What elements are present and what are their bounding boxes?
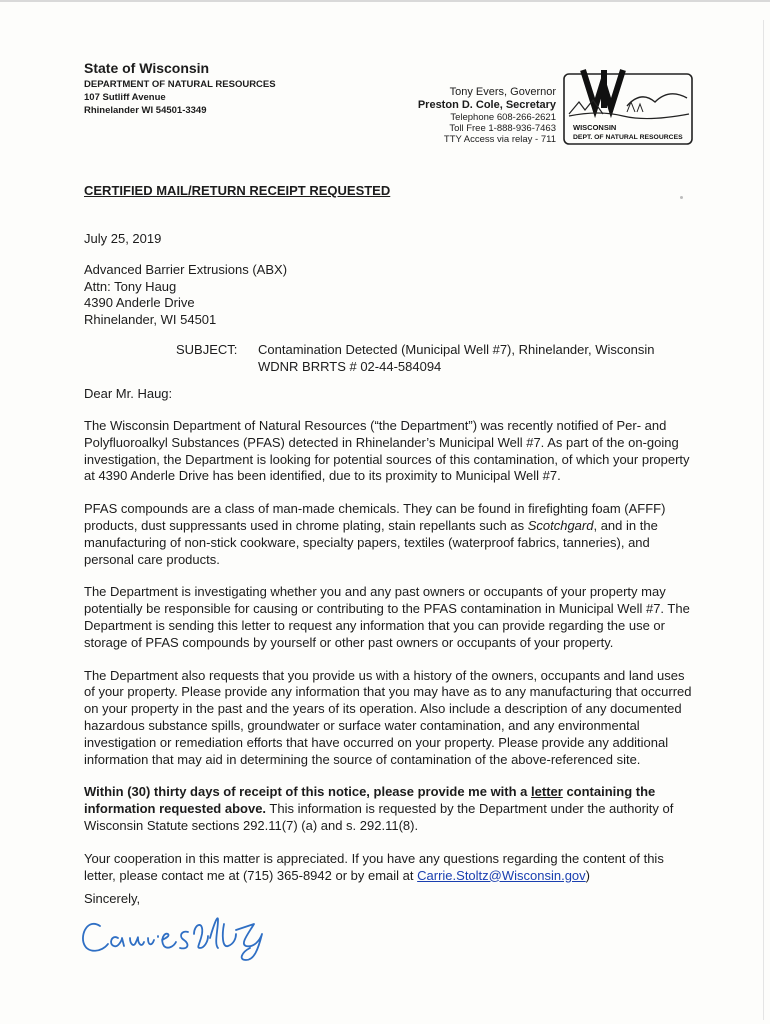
contact-text: Your cooperation in this matter is appreciated. If you have any questions regarding the content of this letter, please contact me at (715) 365-8942 or by email at: [84, 850, 664, 883]
page-top-border: [0, 0, 770, 2]
deadline-text-a: Within (30) thirty days of receipt of this notice, please provide me with a: [84, 784, 532, 800]
governor-name: Tony Evers, Governor: [449, 86, 556, 98]
paragraph-1: The Wisconsin Department of Natural Resources (“the Department”) was recently notified of Per- and Polyfluoroalkyl Substances (PFAS) detected in Rhinelander’s Municipal Well #7. As part of the on-going investigation, the Department is looking for potential sources of this contamination, of which your property at 4390 Anderle Drive has been identified, due to its proximity to Municipal Well #7.: [84, 418, 690, 484]
paragraph-3: The Department is investigating whether you and any past owners or occupants of your property may potentially be responsible for causing or contributing to the PFAS contamination in Municipal Well #7. The Department is sending this letter to request any information that you can provide regarding the use or storage of PFAS compounds by yourself or other past owners or occupants of your property.: [84, 584, 690, 650]
subject-line-1: Contamination Detected (Municipal Well #7), Rhinelander, Wisconsin: [258, 342, 655, 357]
paragraph-6: [84, 851, 694, 885]
logo-text-dept: DEPT. OF NATURAL RESOURCES: [573, 134, 683, 141]
paragraph-4: The Department also requests that you provide us with a history of the owners, occupants and land uses of your property. Please provide any information that you may have as to any manufacturing that occurred on your property in the past and the years of its operation. Also include a description of any documented hazardous substance spills, groundwater or surface water contamination, and any environmental investigation or remediation efforts that have occurred on your property. Please provide any additional information that may aid in determining the source of contamination of the above-referenced site.: [84, 667, 692, 767]
scotchgard-text: Scotchgard: [527, 517, 594, 533]
recipient-address: [84, 262, 287, 328]
paragraph-2: [84, 501, 694, 568]
statute-text: This information is requested by the Department under the authority of Wisconsin Statute sections 292.11(7) (a) and s. 292.11(8).: [84, 801, 674, 833]
tty: TTY Access via relay - 711: [443, 134, 556, 145]
page-right-edge: [763, 20, 764, 1020]
subject-label: SUBJECT:: [176, 342, 238, 357]
handwritten-signature: [78, 904, 298, 962]
logo-text-wisconsin: WISCONSIN: [573, 123, 617, 132]
toll-free: Toll Free 1-888-936-7463: [449, 123, 556, 134]
subject-line-2: WDNR BRRTS # 02-44-584094: [258, 359, 442, 374]
dnr-logo: [563, 68, 693, 146]
city-address: Rhinelander WI 54501-3349: [84, 105, 207, 116]
secretary-name: Preston D. Cole, Secretary: [417, 99, 556, 111]
state-name: State of Wisconsin: [84, 60, 210, 76]
officials-block: [418, 86, 556, 145]
paragraph-2-part-b: , and in the manufacturing of non-stick cookware, specialty papers, textiles (waterproof fabrics, tanneries), and personal care products.: [84, 517, 658, 567]
letter-date: July 25, 2019: [84, 231, 162, 246]
salutation: Dear Mr. Haug:: [84, 386, 173, 401]
paragraph-5: [84, 784, 694, 834]
recipient-company: Advanced Barrier Extrusions (ABX): [84, 262, 288, 277]
deadline-text-b: containing the information requested above.: [84, 784, 656, 817]
certified-mail-heading: CERTIFIED MAIL/RETURN RECEIPT REQUESTED: [84, 183, 391, 198]
contact-close: ): [585, 867, 591, 883]
closing: Sincerely,: [84, 891, 141, 906]
recipient-attn: Attn: Tony Haug: [84, 278, 177, 294]
subject-block: [176, 341, 654, 375]
letter-word: letter: [531, 784, 563, 800]
telephone: Telephone 608-266-2621: [450, 112, 556, 123]
recipient-street: 4390 Anderle Drive: [84, 295, 195, 310]
paragraph-2-part-a: PFAS compounds are a class of man-made chemicals. They can be found in firefighting foam (AFFF) products, dust suppressants used in chrome plating, stain repellants such as: [84, 501, 666, 533]
agency-block: [84, 60, 276, 117]
email-link[interactable]: Carrie.Stoltz@Wisconsin.gov: [417, 867, 586, 883]
letter-body: [84, 418, 694, 900]
scan-speck: [680, 196, 683, 199]
department-name: DEPARTMENT OF NATURAL RESOURCES: [84, 79, 276, 90]
recipient-city: Rhinelander, WI 54501: [84, 311, 217, 327]
street-address: 107 Sutliff Avenue: [84, 92, 166, 103]
